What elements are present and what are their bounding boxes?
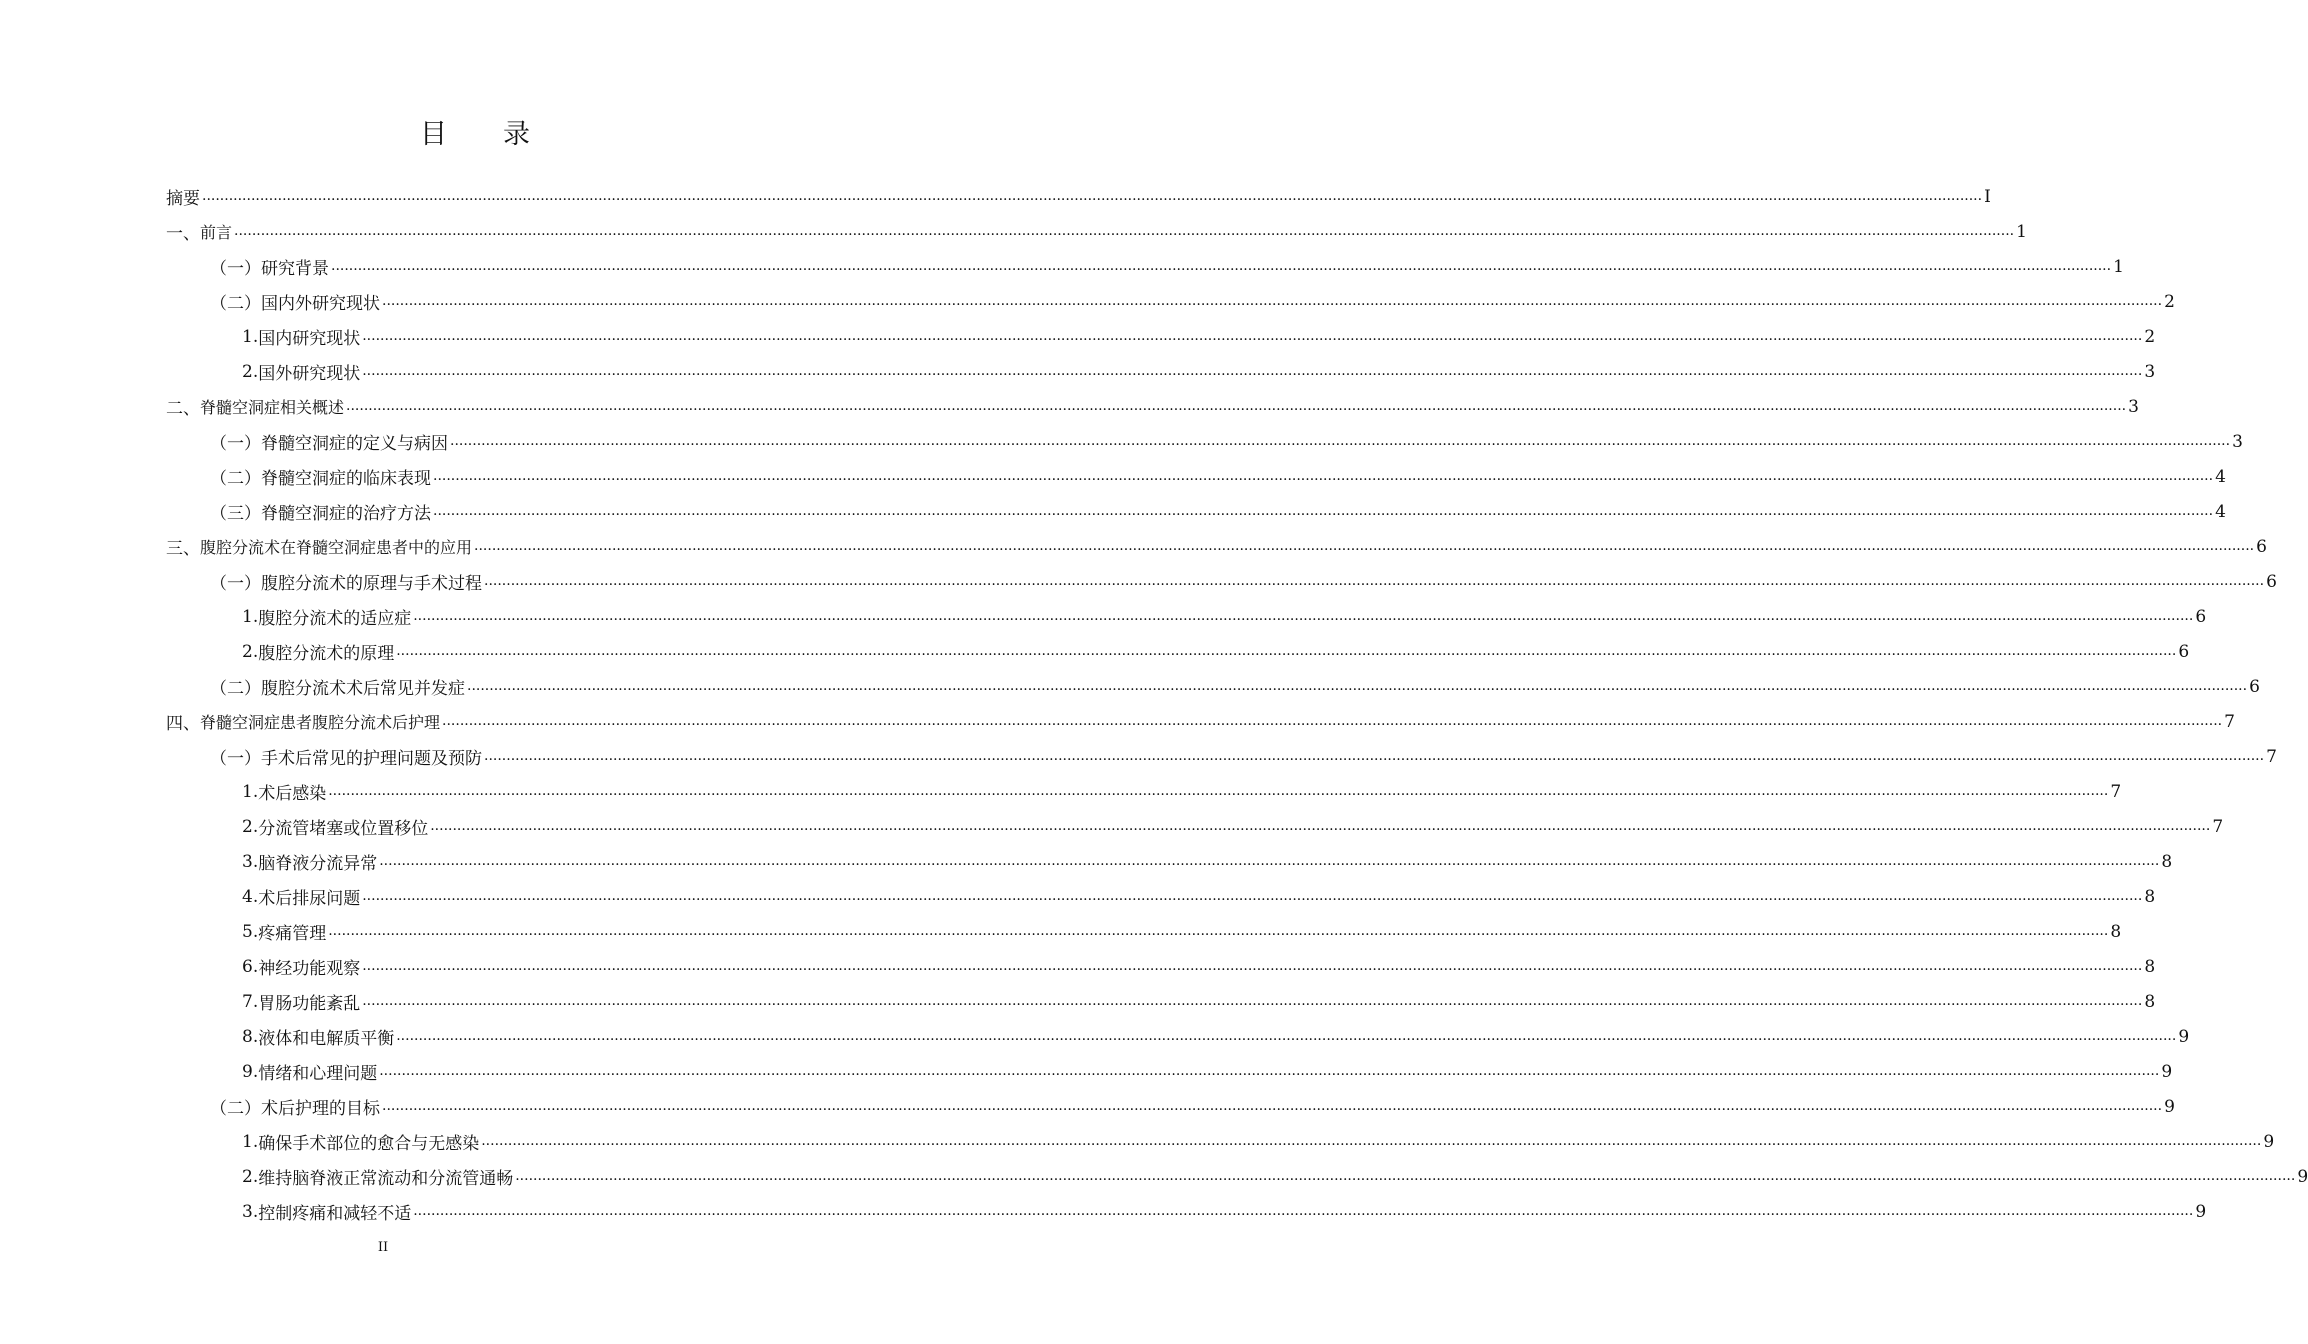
toc-entry-page: 3 — [2128, 396, 2139, 417]
toc-entry-number: （二） — [210, 1099, 261, 1119]
toc-entry[interactable] — [0, 564, 2277, 599]
toc-entry-page: 7 — [2212, 816, 2224, 837]
toc-entry-page: 8 — [2144, 886, 2156, 907]
toc-entry-title: 分流管堵塞或位置移位 — [258, 819, 429, 839]
toc-entry[interactable] — [0, 319, 2156, 354]
toc-entry-title: 维持脑脊液正常流动和分流管通畅 — [258, 1169, 514, 1189]
toc-leader-dots: ................................................................................................................................................................................................................................................................................................................................................................................................................ — [413, 608, 2194, 624]
toc-entry-number: 6. — [242, 956, 259, 977]
toc-entry-title: 腹腔分流术的适应症 — [258, 609, 412, 629]
toc-entry-title: 液体和电解质平衡 — [258, 1029, 395, 1049]
toc-entry-page: 4 — [2215, 466, 2226, 487]
toc-entry-title: 神经功能观察 — [258, 959, 361, 979]
toc-entry-number: 3. — [242, 851, 259, 872]
toc-leader-dots: ................................................................................................................................................................................................................................................................................................................................................................................................................ — [328, 923, 2109, 939]
toc-entry-number: 5. — [242, 921, 259, 942]
toc-entry-title: 国内研究现状 — [258, 329, 361, 349]
toc-leader-dots: ................................................................................................................................................................................................................................................................................................................................................................................................................ — [234, 223, 2015, 239]
toc-entry-number: （二） — [210, 679, 261, 699]
toc-leader-dots: ................................................................................................................................................................................................................................................................................................................................................................................................................ — [379, 853, 2160, 869]
toc-entry-title: 研究背景 — [261, 259, 329, 279]
toc-entry-number: （一） — [210, 574, 261, 594]
toc-entry-title: 控制疼痛和减轻不适 — [258, 1204, 412, 1224]
toc-leader-dots: ................................................................................................................................................................................................................................................................................................................................................................................................................ — [362, 328, 2143, 344]
toc-entry-number: 1. — [242, 606, 259, 627]
toc-entry-number: 摘 — [166, 189, 183, 209]
toc-entry-page: 9 — [2178, 1026, 2190, 1047]
toc-entry-number: 1. — [242, 326, 259, 347]
toc-entry[interactable] — [0, 1194, 2207, 1229]
toc-entry[interactable] — [0, 949, 2156, 984]
toc-entry[interactable] — [0, 634, 2190, 669]
table-of-contents — [0, 179, 2308, 1229]
toc-leader-dots: ................................................................................................................................................................................................................................................................................................................................................................................................................ — [379, 1063, 2160, 1079]
toc-entry[interactable] — [0, 354, 2156, 389]
toc-entry[interactable] — [0, 179, 1991, 214]
toc-entry-page: 6 — [2266, 571, 2277, 592]
toc-entry-title: 胃肠功能紊乱 — [258, 994, 361, 1014]
toc-entry-number: （一） — [210, 434, 261, 454]
toc-entry-page: 9 — [2297, 1166, 2308, 1187]
toc-entry-page: 6 — [2195, 606, 2207, 627]
toc-entry[interactable] — [0, 389, 2139, 424]
toc-entry-number: （一） — [210, 749, 261, 769]
toc-entry-page: 9 — [2263, 1131, 2275, 1152]
toc-entry[interactable] — [0, 984, 2156, 1019]
toc-entry-title: 腹腔分流术的原理 — [258, 644, 395, 664]
toc-entry[interactable] — [0, 424, 2243, 459]
toc-entry-number: 4. — [242, 886, 259, 907]
toc-entry-page: 8 — [2144, 991, 2156, 1012]
toc-leader-dots: ................................................................................................................................................................................................................................................................................................................................................................................................................ — [481, 1133, 2262, 1149]
toc-entry-page: 9 — [2164, 1096, 2175, 1117]
toc-leader-dots: ................................................................................................................................................................................................................................................................................................................................................................................................................ — [442, 713, 2223, 729]
toc-entry-number: （三） — [210, 504, 261, 524]
toc-leader-dots: ................................................................................................................................................................................................................................................................................................................................................................................................................ — [362, 993, 2143, 1009]
toc-entry-title: 国内外研究现状 — [261, 294, 380, 314]
toc-entry-title: 脊髓空洞症的定义与病因 — [261, 434, 448, 454]
toc-entry[interactable] — [0, 914, 2122, 949]
toc-entry[interactable] — [0, 599, 2207, 634]
toc-leader-dots: ................................................................................................................................................................................................................................................................................................................................................................................................................ — [413, 1203, 2194, 1219]
toc-entry-page: 1 — [2016, 221, 2027, 242]
toc-entry-page: 6 — [2178, 641, 2190, 662]
toc-entry[interactable] — [0, 1159, 2308, 1194]
toc-leader-dots: ................................................................................................................................................................................................................................................................................................................................................................................................................ — [450, 433, 2231, 449]
toc-entry-page: 8 — [2161, 851, 2173, 872]
toc-entry-number: 7. — [242, 991, 259, 1012]
toc-entry[interactable] — [0, 844, 2173, 879]
toc-entry[interactable] — [0, 879, 2156, 914]
toc-leader-dots: ................................................................................................................................................................................................................................................................................................................................................................................................................ — [433, 468, 2214, 484]
toc-entry[interactable] — [0, 1124, 2275, 1159]
toc-entry-page: 4 — [2215, 501, 2226, 522]
toc-entry-title: 术后排尿问题 — [258, 889, 361, 909]
toc-leader-dots: ................................................................................................................................................................................................................................................................................................................................................................................................................ — [382, 1098, 2163, 1114]
toc-entry[interactable] — [0, 1019, 2190, 1054]
toc-entry-number: 2. — [242, 1166, 259, 1187]
toc-entry[interactable] — [0, 704, 2235, 739]
toc-entry-page: 2 — [2164, 291, 2175, 312]
toc-leader-dots: ................................................................................................................................................................................................................................................................................................................................................................................................................ — [382, 293, 2163, 309]
toc-entry-title: 术后护理的目标 — [261, 1099, 380, 1119]
toc-entry-number: 二、 — [166, 399, 200, 419]
toc-entry-title: 国外研究现状 — [258, 364, 361, 384]
toc-leader-dots: ................................................................................................................................................................................................................................................................................................................................................................................................................ — [396, 643, 2177, 659]
toc-entry-page: 9 — [2195, 1201, 2207, 1222]
toc-entry-number: （二） — [210, 294, 261, 314]
toc-entry-number: 一、 — [166, 224, 200, 244]
toc-entry[interactable] — [0, 249, 2124, 284]
toc-entry-title: 情绪和心理问题 — [258, 1064, 378, 1084]
toc-leader-dots: ................................................................................................................................................................................................................................................................................................................................................................................................................ — [362, 363, 2143, 379]
toc-entry-number: 8. — [242, 1026, 259, 1047]
toc-entry-number: 2. — [242, 816, 259, 837]
toc-entry-page: 7 — [2224, 711, 2235, 732]
toc-entry-page: 7 — [2266, 746, 2277, 767]
toc-entry-number: 1. — [242, 1131, 259, 1152]
toc-entry-title: 脊髓空洞症的治疗方法 — [261, 504, 431, 524]
toc-leader-dots: ................................................................................................................................................................................................................................................................................................................................................................................................................ — [433, 503, 2214, 519]
toc-entry[interactable] — [0, 459, 2226, 494]
toc-entry-number: 9. — [242, 1061, 259, 1082]
page-number: II — [377, 1240, 389, 1255]
toc-entry[interactable] — [0, 529, 2267, 564]
toc-entry-page: 8 — [2110, 921, 2122, 942]
toc-leader-dots: ................................................................................................................................................................................................................................................................................................................................................................................................................ — [515, 1168, 2296, 1184]
toc-leader-dots: ................................................................................................................................................................................................................................................................................................................................................................................................................ — [331, 258, 2112, 274]
toc-entry-title: 脊髓空洞症的临床表现 — [261, 469, 431, 489]
page-title: 目录 — [420, 119, 586, 150]
toc-entry-title: 要 — [183, 189, 200, 209]
toc-entry-number: 2. — [242, 641, 259, 662]
toc-entry-number: 三、 — [166, 539, 200, 559]
toc-entry[interactable] — [0, 1089, 2175, 1124]
toc-entry-page: 3 — [2144, 361, 2156, 382]
toc-entry-title: 疼痛管理 — [258, 924, 327, 944]
toc-entry-page: 8 — [2144, 956, 2156, 977]
toc-leader-dots: ................................................................................................................................................................................................................................................................................................................................................................................................................ — [474, 538, 2255, 554]
toc-entry[interactable] — [0, 774, 2122, 809]
toc-entry-title: 前言 — [200, 223, 233, 242]
toc-entry-page: 2 — [2144, 326, 2156, 347]
toc-entry[interactable] — [0, 1054, 2173, 1089]
toc-entry-number: 1. — [242, 781, 259, 802]
toc-entry-number: （二） — [210, 469, 261, 489]
toc-entry-title: 腹腔分流术在脊髓空洞症患者中的应用 — [200, 538, 473, 557]
toc-leader-dots: ................................................................................................................................................................................................................................................................................................................................................................................................................ — [202, 188, 1983, 204]
toc-entry-page: 7 — [2110, 781, 2122, 802]
toc-entry-title: 腹腔分流术术后常见并发症 — [261, 679, 465, 699]
toc-leader-dots: ................................................................................................................................................................................................................................................................................................................................................................................................................ — [484, 748, 2265, 764]
toc-entry-page: 3 — [2232, 431, 2243, 452]
toc-entry-page: 9 — [2161, 1061, 2173, 1082]
toc-entry[interactable] — [0, 669, 2260, 704]
toc-entry[interactable] — [0, 809, 2224, 844]
toc-entry-title: 术后感染 — [258, 784, 327, 804]
toc-entry-title: 脊髓空洞症患者腹腔分流术后护理 — [200, 713, 441, 732]
toc-leader-dots: ................................................................................................................................................................................................................................................................................................................................................................................................................ — [396, 1028, 2177, 1044]
toc-entry-title: 确保手术部位的愈合与无感染 — [258, 1134, 480, 1154]
toc-entry[interactable] — [0, 284, 2175, 319]
toc-leader-dots: ................................................................................................................................................................................................................................................................................................................................................................................................................ — [484, 573, 2265, 589]
toc-entry-number: （一） — [210, 259, 261, 279]
toc-entry[interactable] — [0, 214, 2027, 249]
toc-leader-dots: ................................................................................................................................................................................................................................................................................................................................................................................................................ — [346, 398, 2127, 414]
toc-entry-page: 6 — [2256, 536, 2267, 557]
toc-entry-title: 手术后常见的护理问题及预防 — [261, 749, 482, 769]
toc-leader-dots: ................................................................................................................................................................................................................................................................................................................................................................................................................ — [430, 818, 2211, 834]
toc-entry-title: 脑脊液分流异常 — [258, 854, 378, 874]
toc-entry-number: 3. — [242, 1201, 259, 1222]
toc-leader-dots: ................................................................................................................................................................................................................................................................................................................................................................................................................ — [467, 678, 2248, 694]
toc-leader-dots: ................................................................................................................................................................................................................................................................................................................................................................................................................ — [328, 783, 2109, 799]
toc-entry-page: I — [1984, 186, 1991, 207]
toc-entry-page: 6 — [2249, 676, 2260, 697]
toc-entry-page: 1 — [2113, 256, 2124, 277]
toc-entry-title: 脊髓空洞症相关概述 — [200, 398, 345, 417]
toc-entry[interactable] — [0, 494, 2226, 529]
toc-leader-dots: ................................................................................................................................................................................................................................................................................................................................................................................................................ — [362, 958, 2143, 974]
toc-entry-number: 四、 — [166, 714, 200, 734]
toc-entry[interactable] — [0, 739, 2277, 774]
toc-entry-title: 腹腔分流术的原理与手术过程 — [261, 574, 482, 594]
toc-entry-number: 2. — [242, 361, 259, 382]
toc-leader-dots: ................................................................................................................................................................................................................................................................................................................................................................................................................ — [362, 888, 2143, 904]
